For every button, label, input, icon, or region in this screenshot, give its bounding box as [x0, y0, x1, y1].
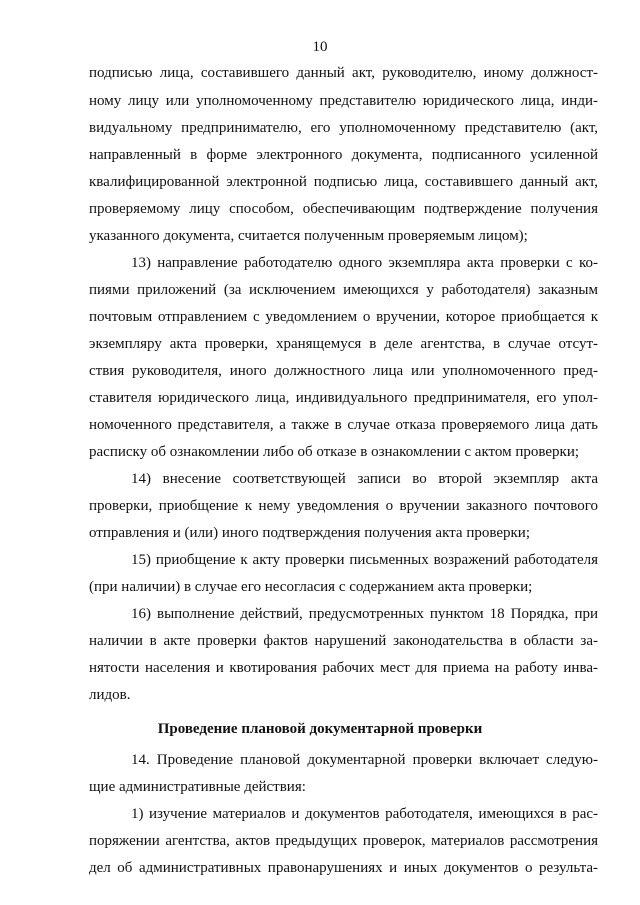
text-line: щие административные действия: [89, 779, 306, 795]
text-line: дел об административных правонарушениях и иных документов о результа- [89, 860, 598, 876]
text-line: подписью лица, составившего данный акт, руководителю, иному должност- [89, 65, 598, 81]
text-line: 16) выполнение действий, предусмотренных пунктом 18 Порядка, при [131, 606, 598, 622]
text-line: расписку об ознакомлении либо об отказе в ознакомлении с актом проверки; [89, 444, 580, 460]
text-line: квалифицированной электронной подписью лица, составившего данный акт, [89, 174, 598, 190]
text-line: поряжении агентства, актов предыдущих проверок, материалов рассмотрения [89, 833, 598, 849]
text-line: указанного документа, считается полученным проверяемым лицом); [89, 228, 528, 244]
text-line: нятости населения и квотирования рабочих мест для приема на работу инва- [89, 660, 598, 676]
text-line: 14) внесение соответствующей записи во второй экземпляр акта [131, 471, 598, 487]
text-line: отправления и (или) иного подтверждения получения акта проверки; [89, 525, 530, 541]
text-line: ному лицу или уполномоченному представителю юридического лица, инди- [89, 93, 598, 109]
section-heading: Проведение плановой документарной проверки [157, 721, 483, 737]
text-line: номоченного представителя, а также в случае отказа проверяемого лица дать [89, 417, 598, 433]
text-line: проверяемому лицу способом, обеспечивающим подтверждение получения [89, 201, 598, 217]
text-line: ствия руководителя, иного должностного лица или уполномоченного пред- [89, 363, 598, 379]
text-line: проверки, приобщение к нему уведомления о вручении заказного почтового [89, 498, 598, 514]
text-line: 13) направление работодателю одного экземпляра акта проверки с ко- [131, 255, 598, 271]
text-line: 15) приобщение к акту проверки письменных возражений работодателя [131, 552, 598, 568]
text-line: экземпляру акта проверки, хранящемуся в деле агентства, в случае отсут- [89, 336, 598, 352]
text-line: направленный в форме электронного документа, подписанного усиленной [89, 147, 598, 163]
page-number: 10 [312, 39, 328, 55]
text-line: почтовым отправлением с уведомлением о вручении, которое приобщается к [89, 309, 598, 325]
text-line: лидов. [89, 687, 131, 703]
text-line: 14. Проведение плановой документарной проверки включает следую- [131, 752, 598, 768]
text-line: 1) изучение материалов и документов работодателя, имеющихся в рас- [131, 806, 598, 822]
text-line: наличии в акте проверки фактов нарушений законодательства в области за- [89, 633, 598, 649]
text-line: пиями приложений (за исключением имеющихся у работодателя) заказным [89, 282, 598, 298]
text-line: ставителя юридического лица, индивидуального предпринимателя, его упол- [89, 390, 598, 406]
text-line: видуальному предпринимателю, его уполномоченному представителю (акт, [89, 120, 598, 136]
text-line: (при наличии) в случае его несогласия с содержанием акта проверки; [89, 579, 533, 595]
